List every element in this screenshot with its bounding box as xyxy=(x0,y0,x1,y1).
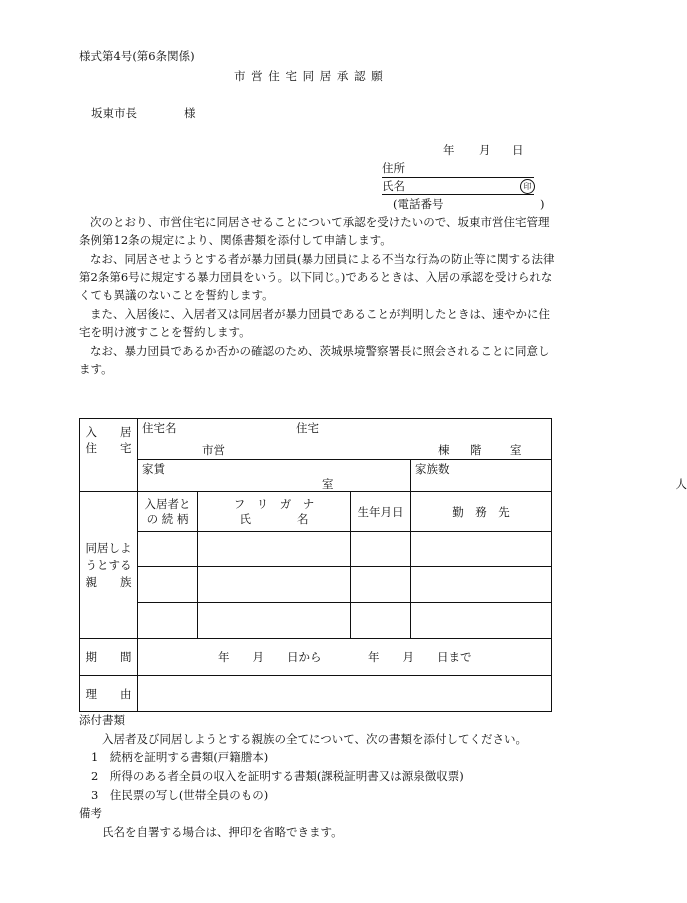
date-month: 月 xyxy=(479,143,491,157)
family-count-unit: 人 xyxy=(675,477,687,491)
period-cell[interactable] xyxy=(138,639,552,676)
form-number: 様式第4号(第6条関係) xyxy=(79,49,195,63)
reason-cell[interactable] xyxy=(138,676,552,712)
residence-label-2: 住 宅 xyxy=(85,441,132,455)
birthdate-header: 生年月日 xyxy=(351,492,411,532)
period-label: 期 間 xyxy=(80,639,138,676)
rent-unit: 室 xyxy=(322,477,334,491)
residence-label-1: 入 居 xyxy=(85,425,132,439)
workplace-input[interactable] xyxy=(411,532,552,567)
city-prefix: 市営 xyxy=(202,443,225,457)
relation-header xyxy=(138,492,198,532)
cohabitant-label-1: 同居しよ xyxy=(85,540,132,555)
seal-mark: 印 xyxy=(520,179,535,194)
cohabitant-label-2: うとする xyxy=(85,557,132,572)
relation-input[interactable] xyxy=(138,567,198,603)
name-line[interactable] xyxy=(382,194,534,195)
application-table xyxy=(79,418,687,712)
family-count-cell[interactable] xyxy=(411,460,552,492)
period-from: 年 月 日から xyxy=(218,650,322,664)
workplace-input[interactable] xyxy=(411,567,552,603)
birthdate-input[interactable] xyxy=(351,567,411,603)
relation-header-2: の 続 柄 xyxy=(146,511,189,526)
address-line[interactable] xyxy=(382,177,534,178)
cohabitant-label-cell xyxy=(80,492,138,639)
date-day: 日 xyxy=(512,143,524,157)
table-row xyxy=(80,603,552,639)
rent-label: 家賃 xyxy=(142,462,165,476)
period-to: 年 月 日まで xyxy=(368,650,472,664)
address-label: 住所 xyxy=(382,161,405,175)
name-label: 氏名 xyxy=(382,179,405,193)
name-input[interactable] xyxy=(198,567,351,603)
date-year: 年 xyxy=(443,143,455,157)
table-row xyxy=(80,532,552,567)
relation-header-1: 入居者と xyxy=(144,496,191,511)
cohabitant-label-3: 親 族 xyxy=(85,574,132,589)
family-count-label: 家族数 xyxy=(415,462,450,476)
workplace-input[interactable] xyxy=(411,603,552,639)
room-unit: 室 xyxy=(510,443,522,457)
name-header xyxy=(198,492,351,532)
rent-cell[interactable] xyxy=(138,460,411,492)
furigana-header: フ リ ガ ナ xyxy=(233,496,315,511)
name-input[interactable] xyxy=(198,532,351,567)
attachments-heading: 添付書類 xyxy=(79,713,125,727)
table-row xyxy=(80,567,552,603)
addressee-honorific: 様 xyxy=(184,106,196,120)
building-unit: 棟 xyxy=(438,443,450,457)
addressee-mayor: 坂東市長 xyxy=(91,106,137,120)
workplace-header: 勤 務 先 xyxy=(411,492,552,532)
residence-label-cell xyxy=(80,419,138,492)
attachment-item-3: 3 住民票の写し(世帯全員のもの) xyxy=(91,788,269,802)
phone-label: (電話番号 xyxy=(393,197,444,211)
attachment-item-2: 2 所得のある者全員の収入を証明する書類(課税証明書又は源泉徴収票) xyxy=(91,769,464,783)
page-title: 市 営 住 宅 同 居 承 認 願 xyxy=(234,69,384,83)
floor-unit: 階 xyxy=(470,443,482,457)
body-paragraph-4: なお、暴力団員であるか否かの確認のため、茨城県境警察署長に照会されることに同意します。 xyxy=(79,344,550,376)
relation-input[interactable] xyxy=(138,532,198,567)
birthdate-input[interactable] xyxy=(351,532,411,567)
body-paragraph-2: なお、同居させようとする者が暴力団員(暴力団員による不当な行為の防止等に関する法律第2条第6号に規定する暴力団員をいう。以下同じ。)であるときは、入居の承認を受けられなくても異議のないことを誓約します。 xyxy=(79,252,555,302)
attachments-intro: 入居者及び同居しようとする親族の全てについて、次の書類を添付してください。 xyxy=(102,732,528,746)
name-input[interactable] xyxy=(198,603,351,639)
attachment-item-1: 1 続柄を証明する書類(戸籍謄本) xyxy=(91,750,269,764)
housing-suffix: 住宅 xyxy=(296,421,319,435)
relation-input[interactable] xyxy=(138,603,198,639)
remarks-text: 氏名を自署する場合は、押印を省略できます。 xyxy=(102,825,343,839)
housing-name-label: 住宅名 xyxy=(142,421,177,435)
reason-label: 理 由 xyxy=(80,676,138,712)
phone-close: ) xyxy=(540,197,545,211)
body-paragraph-1: 次のとおり、市営住宅に同居させることについて承認を受けたいので、坂東市営住宅管理条例第12条の規定により、関係書類を添付して申請します。 xyxy=(79,215,550,247)
remarks-heading: 備考 xyxy=(79,806,102,820)
name-header-text: 氏 名 xyxy=(239,511,309,526)
birthdate-input[interactable] xyxy=(351,603,411,639)
housing-name-cell[interactable] xyxy=(138,419,552,460)
body-paragraph-3: また、入居後に、入居者又は同居者が暴力団員であることが判明したときは、速やかに住宅を明け渡すことを誓約します。 xyxy=(79,307,550,339)
